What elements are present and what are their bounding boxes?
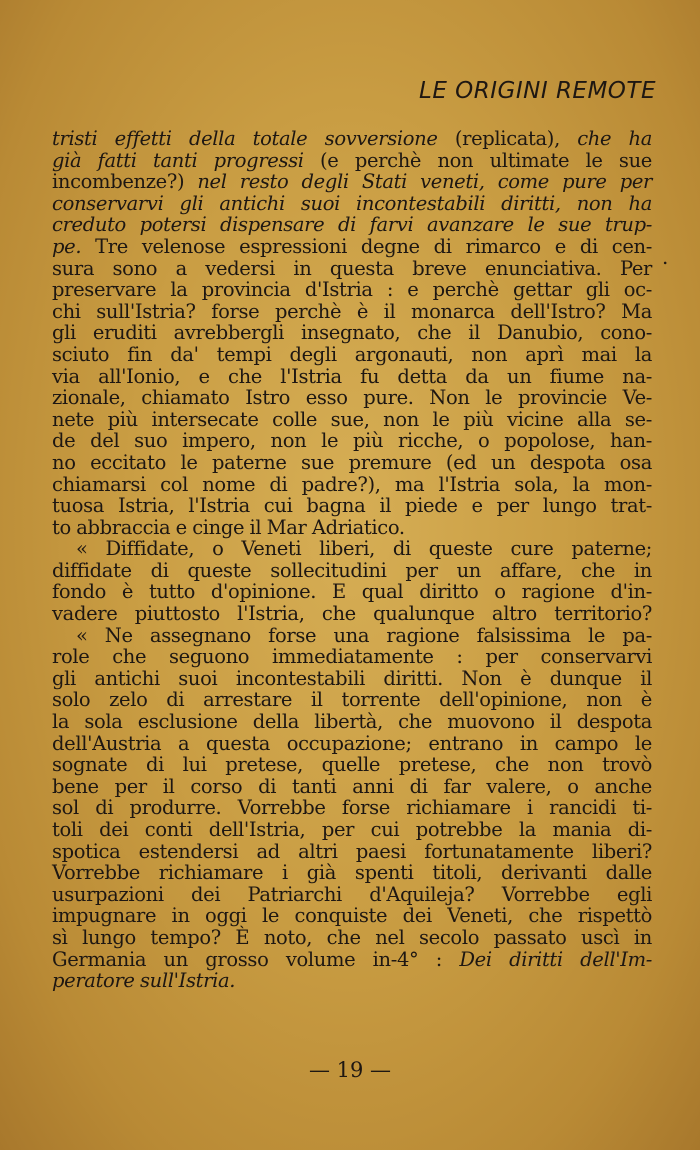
text-line [52,366,652,388]
text-run: zionale, chiamato Istro esso pure. Non le provincie Ve- [52,386,652,410]
italic-text-run: già fatti tanti progressi [52,148,304,172]
text-line [52,668,652,690]
text-line [52,128,652,150]
text-run: tuosa Istria, l'Istria cui bagna il piede e per lungo trat- [52,494,652,518]
text-line [52,862,652,884]
italic-text-run: Dei diritti dell'Im- [459,947,652,971]
text-line [52,452,652,474]
text-line [52,560,652,582]
text-run: chiamarsi col nome di padre?), ma l'Istria sola, la mon- [52,472,652,496]
text-line [52,776,652,798]
italic-text-run: che ha [577,127,652,150]
text-run: (e perchè non ultimate le sue [303,148,652,172]
text-run: sognate di lui pretese, quelle pretese, che non trovò [52,753,652,777]
text-line [52,949,652,971]
text-line [52,322,652,344]
text-line [52,819,652,841]
text-line [52,689,652,711]
text-line [52,517,652,539]
text-run: « Diffidate, o Veneti liberi, di queste cure paterne; [76,537,652,561]
text-run: gli antichi suoi incontestabili diritti. Non è dunque il [52,666,652,690]
text-line [52,495,652,517]
text-line [52,150,652,172]
text-run: sura sono a vedersi in questa breve enunciativa. Per [52,256,652,280]
text-line [52,884,652,906]
italic-text-run: peratore sull'Istria. [52,969,236,993]
text-run: Tre velenose espressioni degne di rimarco e di cen- [81,234,652,258]
text-run: spotica estendersi ad altri paesi fortunatamente liberi? [52,839,652,863]
text-run: bene per il corso di tanti anni di far valere, o anche [52,774,652,798]
text-line [52,301,652,323]
text-run: la sola esclusione della libertà, che muovono il despota [52,710,652,734]
text-line [52,927,652,949]
text-run: role che seguono immediatamente : per conservarvi [52,645,652,669]
text-line [52,214,652,236]
text-run: Germania un grosso volume in-4° : [52,947,460,971]
text-line [52,171,652,193]
text-run: fondo è tutto d'opinione. E qual diritto o ragione d'in- [52,580,652,604]
text-run: nete più intersecate colle sue, non le più vicine alla se- [52,407,652,431]
text-line [52,905,652,927]
text-line [52,409,652,431]
text-run: de del suo impero, non le più ricche, o popolose, han- [52,429,652,453]
text-line [52,797,652,819]
text-line [52,344,652,366]
text-run: (replicata), [437,127,578,150]
italic-text-run: pe. [52,234,82,258]
text-run: sol di produrre. Vorrebbe forse richiamare i rancidi ti- [52,796,652,820]
text-line [52,430,652,452]
text-line [52,387,652,409]
italic-text-run: creduto potersi dispensare di farvi avanzare le sue trup- [52,213,652,237]
page-number: — 19 — [308,1058,392,1082]
text-run: toli dei conti dell'Istria, per cui potrebbe la mania di- [52,818,652,841]
text-run: vadere piuttosto l'Istria, che qualunque altro territorio? [52,602,652,626]
text-line [52,193,652,215]
text-line [52,538,652,560]
margin-mark: . [662,245,669,269]
text-line [52,581,652,603]
italic-text-run: nel resto degli Stati veneti, come pure per [197,170,653,194]
text-line [52,841,652,863]
text-run: via all'Ionio, e che l'Istria fu detta da un fiume na- [52,364,652,388]
text-line [52,279,652,301]
text-run: sì lungo tempo? È noto, che nel secolo passato uscì in [52,925,652,949]
text-run: preservare la provincia d'Istria : e perchè gettar gli oc- [52,278,652,302]
text-line [52,733,652,755]
text-run: impugnare in oggi le conquiste dei Veneti, che rispettò [52,904,652,928]
text-line [52,646,652,668]
running-head: LE ORIGINI REMOTE [419,78,656,104]
text-line [52,236,652,258]
body-text [52,128,652,992]
italic-text-run: tristi effetti della totale sovversione [52,127,438,150]
text-run: to abbraccia e cinge il Mar Adriatico. [52,515,405,539]
text-run: « Ne assegnano forse una ragione falsissima le pa- [76,623,652,647]
text-run: Vorrebbe richiamare i già spenti titoli, derivanti dalle [52,861,652,885]
text-run: usurpazioni dei Patriarchi d'Aquileja? Vorrebbe egli [52,882,652,906]
text-run: sciuto fin da' tempi degli argonauti, non aprì mai la [52,342,652,366]
text-run: gli eruditi avrebbergli insegnato, che il Danubio, cono- [52,321,652,345]
text-line [52,258,652,280]
text-line [52,754,652,776]
text-run: incombenze?) [52,170,198,194]
text-line [52,711,652,733]
text-run: solo zelo di arrestare il torrente dell'opinione, non è [52,688,652,712]
text-run: dell'Austria a questa occupazione; entrano in campo le [52,731,652,755]
text-run: diffidate di queste sollecitudini per un affare, che in [52,558,652,582]
text-line [52,474,652,496]
text-line [52,970,652,992]
italic-text-run: conservarvi gli antichi suoi incontestabili diritti, non ha [52,191,652,215]
text-line [52,603,652,625]
text-run: no eccitato le paterne sue premure (ed un despota osa [52,450,652,474]
text-run: chi sull'Istria? forse perchè è il monarca dell'Istro? Ma [52,299,652,323]
text-line [52,625,652,647]
